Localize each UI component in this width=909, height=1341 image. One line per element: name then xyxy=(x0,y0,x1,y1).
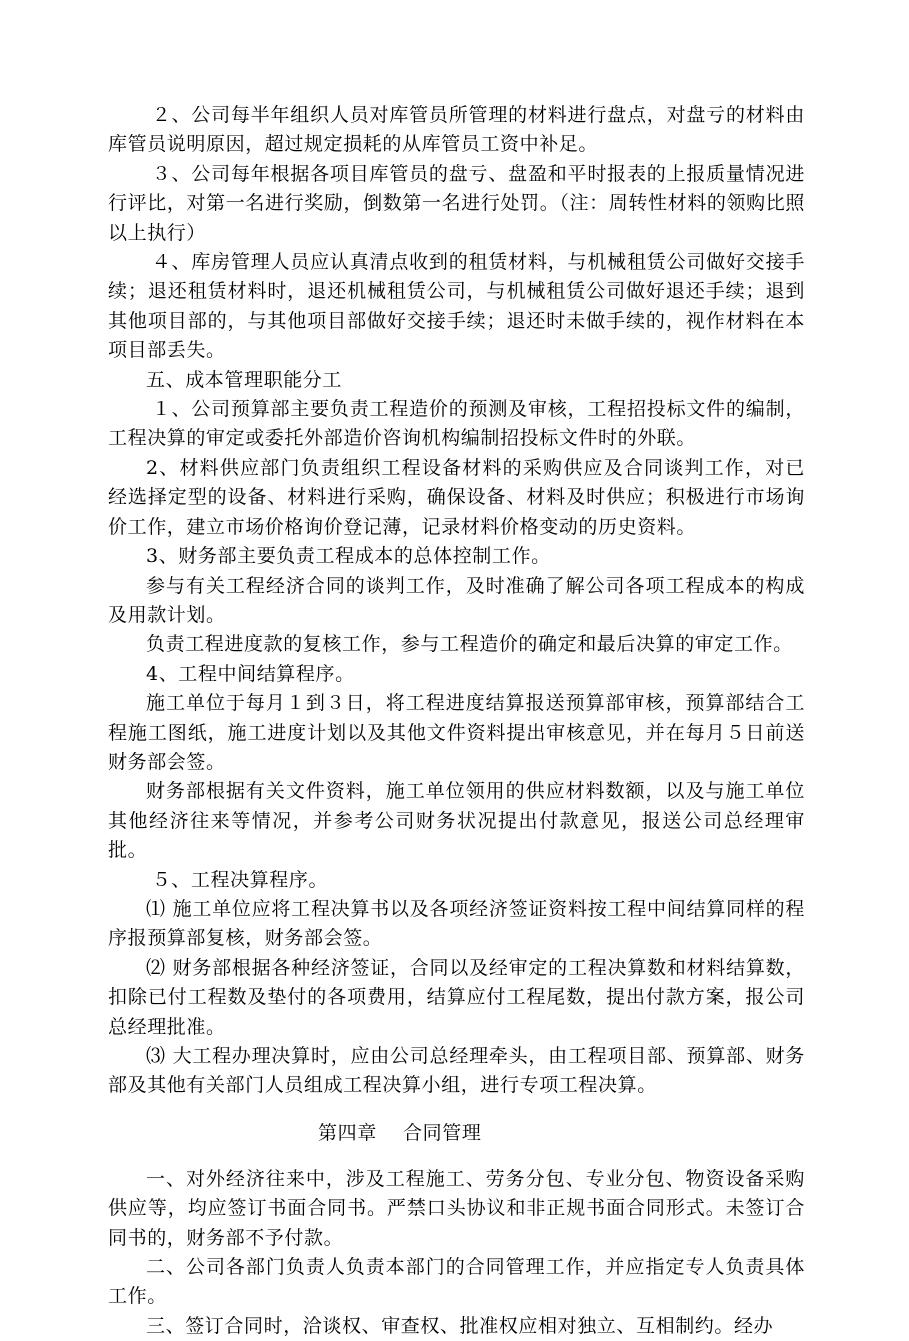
paragraph: 2、材料供应部门负责组织工程设备材料的采购供应及合同谈判工作，对已经选择定型的设备、材料进行采购，确保设备、材料及时供应；积极进行市场询价工作，建立市场价格询价登记薄，记录材料价格变动的历史资料。 xyxy=(108,456,805,538)
paragraph: ⑵ 财务部根据各种经济签证，合同以及经审定的工程决算数和材料结算数，扣除已付工程数及垫付的各项费用，结算应付工程尾数，提出付款方案，报公司总经理批准。 xyxy=(108,956,805,1038)
paragraph: ⑶ 大工程办理决算时，应由公司总经理牵头，由工程项目部、预算部、财务部及其他有关部门人员组成工程决算小组，进行专项工程决算。 xyxy=(108,1045,805,1097)
paragraph: 二、公司各部门负责人负责本部门的合同管理工作，并应指定专人负责具体工作。 xyxy=(108,1256,805,1308)
paragraph: ２、公司每半年组织人员对库管员所管理的材料进行盘点，对盘亏的材料由库管员说明原因，超过规定损耗的从库管员工资中补足。 xyxy=(108,104,805,156)
paragraph: ⑴ 施工单位应将工程决算书以及各项经济签证资料按工程中间结算同样的程序报预算部复核，财务部会签。 xyxy=(108,897,805,950)
paragraph: 参与有关工程经济合同的谈判工作，及时准确了解公司各项工程成本的构成及用款计划。 xyxy=(108,574,805,626)
chapter-title: 第四章 合同管理 xyxy=(318,1121,482,1144)
paragraph: ５、工程决算程序。 xyxy=(151,868,329,891)
paragraph: 4、工程中间结算程序。 xyxy=(146,662,355,685)
paragraph: 财务部根据有关文件资料，施工单位领用的供应材料数额，以及与施工单位其他经济往来等情况，并参考公司财务状况提出付款意见，报送公司总经理审批。 xyxy=(108,780,805,862)
section-heading: 五、成本管理职能分工 xyxy=(146,368,343,391)
paragraph: 三、签订合同时，洽谈权、审查权、批准权应相对独立、互相制约。经办 xyxy=(146,1314,774,1337)
paragraph: 负责工程进度款的复核工作，参与工程造价的确定和最后决算的审定工作。 xyxy=(146,633,793,656)
paragraph: 一、对外经济往来中，涉及工程施工、劳务分包、专业分包、物资设备采购供应等，均应签订书面合同书。严禁口头协议和非正规书面合同形式。未签订合同书的，财务部不予付款。 xyxy=(108,1167,805,1249)
paragraph: ４、库房管理人员应认真清点收到的租赁材料，与机械租赁公司做好交接手续；退还租赁材料时，退还机械租赁公司，与机械租赁公司做好退还手续；退到其他项目部的，与其他项目部做好交接手续；退还时未做手续的，视作材料在本项目部丢失。 xyxy=(108,251,805,362)
paragraph: ３、公司每年根据各项目库管员的盘亏、盘盈和平时报表的上报质量情况进行评比，对第一名进行奖励，倒数第一名进行处罚。（注：周转性材料的领购比照以上执行） xyxy=(108,162,805,244)
document-body xyxy=(108,101,805,1341)
paragraph: １、公司预算部主要负责工程造价的预测及审核，工程招投标文件的编制，工程决算的审定或委托外部造价咨询机构编制招投标文件时的外联。 xyxy=(108,398,805,450)
paragraph: 施工单位于每月１到３日，将工程进度结算报送预算部审核，预算部结合工程施工图纸，施工进度计划以及其他文件资料提出审核意见，并在每月５日前送财务部会签。 xyxy=(108,692,805,773)
paragraph: 3、财务部主要负责工程成本的总体控制工作。 xyxy=(146,545,551,568)
